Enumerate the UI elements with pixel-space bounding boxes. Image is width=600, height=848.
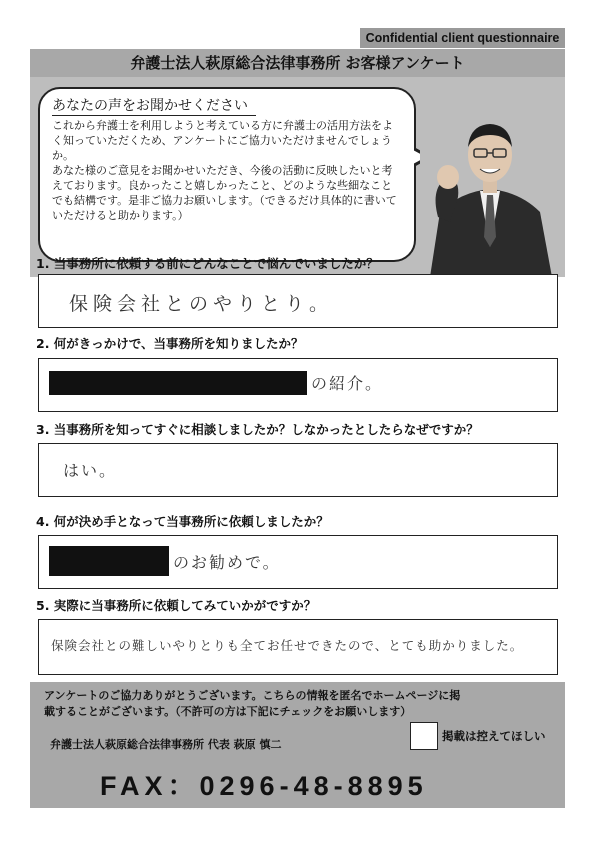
intro-section	[30, 77, 565, 277]
answer-box-5[interactable]	[38, 619, 558, 675]
answer-4: のお勧めで。	[173, 553, 281, 572]
footer-section	[30, 682, 565, 808]
answer-box-2[interactable]	[38, 358, 558, 412]
answer-2: の紹介。	[311, 374, 384, 393]
answer-box-4[interactable]	[38, 535, 558, 589]
question-5: 5. 実際に当事務所に依頼してみていかがですか？	[36, 598, 317, 613]
answer-1: 保険会社とのやりとり。	[69, 293, 334, 315]
intro-paragraph-2: あなた様のご意見をお聞かせいただき、今後の活動に反映したいと考えております。良かったこと嬉しかったこと、どのような些細なことでも結構です。是非ご協力お願いします。（できるだけ具体的に書いていただけると助かります。）	[52, 164, 397, 222]
intro-paragraph-1: これから弁護士を利用しようと考えている方に弁護士の活用方法をよく知っていただくため、アンケートにご協力いただけませんでしょうか。	[52, 119, 393, 162]
confidential-tab: Confidential client questionnaire	[360, 28, 565, 48]
question-4: 4. 何が決め手となって当事務所に依頼しましたか？	[36, 514, 329, 529]
redaction-bar	[49, 546, 169, 576]
redaction-bar	[49, 371, 307, 395]
footer-note: アンケートのご協力ありがとうございます。こちらの情報を匿名でホームページに掲載することがございます。（不許可の方は下記にチェックをお願いします）	[44, 689, 461, 718]
question-1: 1. 当事務所に依頼する前にどんなことで悩んでいましたか？	[36, 256, 379, 271]
lawyer-photo	[420, 107, 560, 277]
no-publish-label: 掲載は控えてほしい	[442, 729, 546, 743]
speech-bubble	[38, 87, 416, 262]
question-3: 3. 当事務所を知ってすぐに相談しましたか？しなかったとしたらなぜですか？	[36, 422, 479, 437]
answer-3: はい。	[63, 461, 118, 480]
firm-representative: 弁護士法人萩原総合法律事務所 代表 萩原 慎二	[50, 738, 282, 751]
questionnaire-page	[30, 28, 565, 808]
no-publish-checkbox[interactable]	[410, 722, 438, 750]
answer-box-3[interactable]	[38, 443, 558, 497]
answer-box-1[interactable]	[38, 274, 558, 328]
question-2: 2. 何がきっかけで、当事務所を知りましたか？	[36, 336, 304, 351]
intro-heading: あなたの声をお聞かせください	[52, 95, 256, 116]
form-title: 弁護士法人萩原総合法律事務所 お客様アンケート	[30, 49, 565, 77]
fax-number: FAX：0296-48-8895	[100, 771, 428, 801]
answer-5: 保険会社との難しいやりとりも全てお任せできたので、とても助かりました。	[51, 638, 524, 653]
